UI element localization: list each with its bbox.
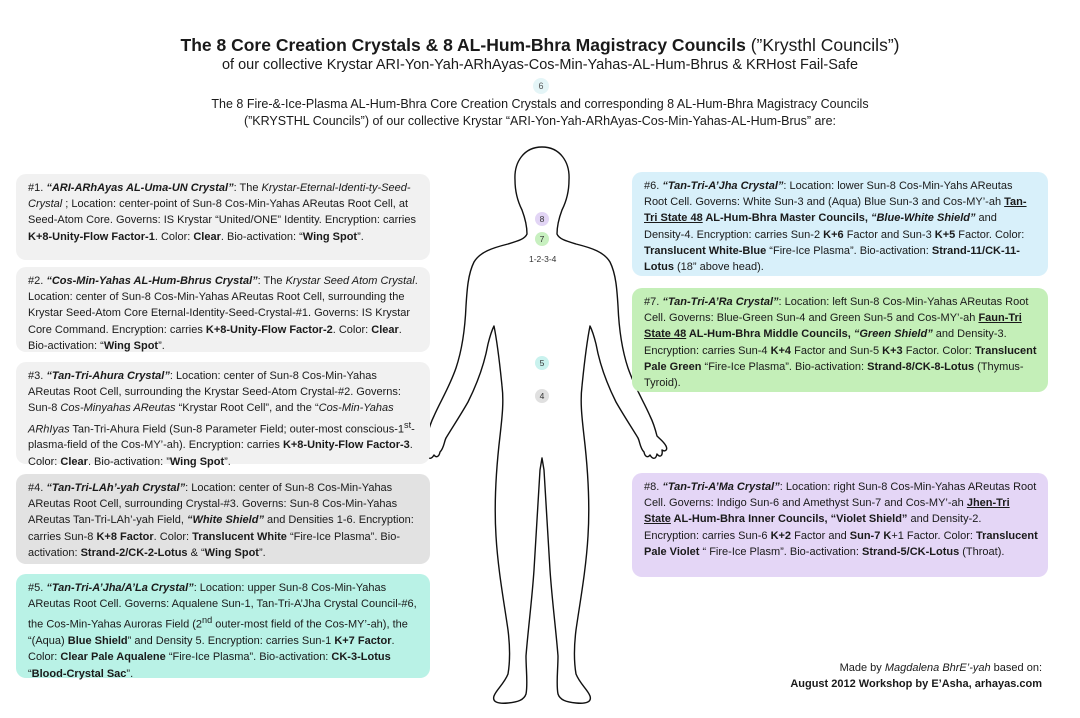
card-7-text: : Location: left Sun-8 Cos-Min-Yahas AReutas Root Cell. Governs: Blue-Green Sun-4 and Green Sun-5 and Cos-MY’-ah xyxy=(644,296,1029,325)
card-3-superscript: st xyxy=(403,419,412,430)
credit-line-1 xyxy=(790,660,1042,676)
intro-line-2: (”KRYSTHL Councils”) of our collective Krystar “ARI-Yon-Yah-ARhAyas-Cos-Min-Yahas-AL-Hum-Brus” are: xyxy=(243,114,837,128)
card-4-bold-italic: “White Shield” xyxy=(186,514,264,527)
card-8-bold: Strand-5/CK-Lotus xyxy=(862,545,960,558)
chakra-5-label: 5 xyxy=(539,358,545,368)
card-5-bold: K+7 Factor xyxy=(334,635,392,648)
intro-line-1: The 8 Fire-&-Ice-Plasma AL-Hum-Bhra Core Creation Crystals and corresponding 8 AL-Hum-Bhra Magistracy Councils xyxy=(211,97,869,111)
card-5-text: “ xyxy=(28,667,32,680)
card-6-name: “Tan-Tri-A’Jha Crystal” xyxy=(662,180,784,192)
page-title xyxy=(0,34,1080,56)
crystal-card-3 xyxy=(16,362,430,468)
card-7-bold: K+3 xyxy=(882,344,903,357)
chakra-7-label: 7 xyxy=(539,234,545,244)
card-8-text: “ Fire-Ice Plasm”. Bio-activation: xyxy=(699,545,863,558)
chakra-7-marker xyxy=(535,232,549,246)
card-5-text: ” and Density 5. Encryption: carries Sun-1 xyxy=(127,635,335,648)
card-4-text: . Color: xyxy=(153,530,193,543)
card-5-number: #5. xyxy=(28,582,47,594)
card-8-bold: K+2 xyxy=(770,529,792,542)
card-7-text: Factor. Color: xyxy=(902,344,975,357)
chakra-1234-label: 1-2-3-4 xyxy=(529,254,557,264)
credit-line-2 xyxy=(790,676,1042,692)
card-3-text: ”. xyxy=(224,455,231,468)
credit-text: Made by xyxy=(839,662,885,674)
card-6-bold-underline: Tan-Tri State 48 xyxy=(644,196,1027,225)
card-3-bold: K+8-Unity-Flow Factor-3 xyxy=(282,439,410,452)
card-7-text: Factor and Sun-5 xyxy=(791,344,883,357)
card-3-text: “Krystar Root Cell”, and the “ xyxy=(175,402,319,415)
card-6-bold: Strand-11/CK-11-Lotus xyxy=(644,244,1020,274)
card-5-superscript: nd xyxy=(202,615,213,626)
card-6-bold: K+6 xyxy=(823,228,844,241)
card-6-text: : Location: lower Sun-8 Cos-Min-Yahs AReutas Root Cell. Governs: White Sun-3 and (Aqua) Blue Sun-3 and Cos-MY’-ah xyxy=(644,180,1013,209)
card-1-text: ”. xyxy=(357,230,364,243)
card-8-number: #8. xyxy=(644,481,663,493)
card-7-text: “Fire-Ice Plasma”. Bio-activation: xyxy=(701,360,868,373)
card-5-text: ”. xyxy=(126,667,134,680)
card-3-name: “Tan-Tri-Ahura Crystal” xyxy=(46,370,170,382)
card-3-text: . Bio-activation: ” xyxy=(87,455,170,468)
card-5-text: “Fire-Ice Plasma”. Bio-activation: xyxy=(165,651,332,664)
card-3-bold: Clear xyxy=(60,455,88,468)
card-6-bold: AL-Hum-Bhra Master Councils, xyxy=(702,212,871,225)
card-8-name: “Tan-Tri-A’Ma Crystal” xyxy=(662,481,780,493)
card-6-text: (18” above head). xyxy=(673,261,764,274)
crystal-card-4 xyxy=(16,474,430,564)
crystal-card-1 xyxy=(16,174,430,260)
card-6-text: “Fire-Ice Plasma”. Bio-activation: xyxy=(766,244,932,257)
card-4-name: “Tan-Tri-LAh’-yah Crystal” xyxy=(46,482,186,494)
card-8-text: Factor and xyxy=(791,529,850,542)
chakra-5-marker xyxy=(535,356,549,370)
header xyxy=(0,34,1080,75)
page-subtitle: of our collective Krystar ARI-Yon-Yah-ARhAyas-Cos-Min-Yahas-AL-Hum-Bhrus & KRHost Fail-Safe xyxy=(221,57,859,73)
card-3-italic: Cos-Min-Yahas ARhIyas xyxy=(28,402,394,436)
card-7-bold: AL-Hum-Bhra Middle Councils, xyxy=(686,328,854,341)
title-main: The 8 Core Creation Crystals & 8 AL-Hum-Bhra Magistracy Councils xyxy=(180,35,746,55)
card-6-text: Factor. Color: xyxy=(955,228,1025,241)
card-5-text: outer-most field of the Cos-MY’-ah), the “(Aqua) xyxy=(28,619,408,648)
card-7-text: and Density-3. Encryption: carries Sun-4 xyxy=(644,328,1007,357)
crystal-card-6 xyxy=(632,172,1048,276)
card-5-text: : Location: upper Sun-8 Cos-Min-Yahas AReutas Root Cell. Governs: Aqualene Sun-1, Tan-Tri-A’Jha Crystal Council-#6, the Cos-Min-Yahas Auroras Field (2 xyxy=(28,582,417,632)
card-1-bold: K+8-Unity-Flow Factor-1 xyxy=(28,230,155,243)
card-4-bold: Strand-2/CK-2-Lotus xyxy=(80,546,188,559)
card-5-bold: Blood-Crystal Sac xyxy=(31,667,127,680)
card-3-bold: Wing Spot xyxy=(169,455,225,468)
card-8-bold: “Violet Shield” xyxy=(830,513,908,526)
card-3-text: : Location: center of Sun-8 Cos-Min-Yahas AReutas Root Cell, surrounding the Krystar Seed-Atom Crystal-#2. Governs: Sun-8 xyxy=(28,370,401,415)
card-1-number: #1. xyxy=(28,182,47,194)
card-8-text: (Throat). xyxy=(959,545,1005,558)
credit-text: based on: xyxy=(990,662,1042,674)
card-1-bold: Clear xyxy=(193,230,221,243)
card-3-text: . Color: xyxy=(28,439,413,468)
card-4-text: & “ xyxy=(187,546,205,559)
card-5-bold: Blue Shield xyxy=(67,635,128,648)
crystal-card-8 xyxy=(632,473,1048,577)
card-1-text: . Bio-activation: “ xyxy=(220,230,303,243)
page-number-badge: 6 xyxy=(533,78,549,94)
card-2-text: . Location: center of Sun-8 Cos-Min-Yahas AReutas Root Cell, surrounding the Krystar Seed-Atom Core Eternal-Identity-Seed-Crystal-#1. Governs: IS Krystar Core Command. Encryption: carries xyxy=(28,275,418,336)
card-2-text: . Bio-activation: “ xyxy=(28,323,402,352)
card-4-text: and Densities 1-6. Encryption: carries Sun-8 xyxy=(28,514,414,543)
crystal-card-2 xyxy=(16,267,430,352)
intro-text xyxy=(150,96,930,130)
card-4-text: : Location: center of Sun-8 Cos-Min-Yahas AReutas Root Cell, surrounding Crystal-#3. Governs: Sun-8 Cos-Min-Yahas AReutas Tan-Tri-LAh’-yah Field, xyxy=(28,482,398,527)
card-2-name: “Cos-Min-Yahas AL-Hum-Bhrus Crystal” xyxy=(46,275,258,287)
card-4-bold: Translucent White xyxy=(192,530,287,543)
card-8-text: : Location: right Sun-8 Cos-Min-Yahas AReutas Root Cell. Governs: Indigo Sun-6 and Amethyst Sun-7 and Cos-MY’-ah xyxy=(644,481,1037,510)
card-5-name: “Tan-Tri-A’Jha/A’La Crystal” xyxy=(46,582,194,594)
card-8-text: and Density-2. Encryption: carries Sun-6 xyxy=(644,513,982,542)
card-4-number: #4. xyxy=(28,482,47,494)
card-5-text: . Color: xyxy=(28,635,395,664)
card-8-bold: AL-Hum-Bhra Inner Councils, xyxy=(670,513,831,526)
card-5-bold: CK-3-Lotus xyxy=(331,651,391,664)
card-2-bold: K+8-Unity-Flow Factor-2 xyxy=(205,323,333,336)
chakra-8-label: 8 xyxy=(539,214,545,224)
card-3-number: #3. xyxy=(28,370,47,382)
body-outline-path xyxy=(417,147,666,703)
card-3-italic: Cos-Minyahas AReutas xyxy=(60,402,176,415)
card-8-bold: Sun-7 K xyxy=(849,529,892,542)
card-6-text: and Density-4. Encryption: carries Sun-2 xyxy=(644,212,997,241)
chakra-8-marker xyxy=(535,212,549,226)
card-6-bold-italic: “Blue-White Shield” xyxy=(870,212,976,225)
card-2-text: . Color: xyxy=(332,323,372,336)
card-1-text: . Color: xyxy=(154,230,194,243)
card-8-text: +1 Factor. Color: xyxy=(891,529,977,542)
card-1-text: : The xyxy=(233,182,262,194)
card-6-number: #6. xyxy=(644,180,663,192)
card-2-number: #2. xyxy=(28,275,47,287)
card-2-text: : The xyxy=(257,275,286,287)
credit-author: Magdalena BhrE’-yah xyxy=(884,662,991,674)
crystal-card-5 xyxy=(16,574,430,678)
card-7-bold-underline: Faun-Tri State 48 xyxy=(644,312,1022,341)
card-2-italic: Krystar Seed Atom Crystal xyxy=(285,275,415,287)
card-6-bold: Translucent White-Blue xyxy=(644,244,767,257)
card-4-text: ”. xyxy=(258,546,266,559)
card-5-bold: Clear Pale Aqualene xyxy=(60,651,166,664)
card-7-number: #7. xyxy=(644,296,663,308)
card-4-bold: K+8 Factor xyxy=(96,530,154,543)
card-1-name: “ARI-ARhAyas AL-Uma-UN Crystal” xyxy=(46,182,234,194)
card-3-text: -plasma-field of the Cos-MY’-ah). Encryption: carries xyxy=(28,423,415,452)
card-4-text: “Fire-Ice Plasma”. Bio-activation: xyxy=(28,530,400,559)
chakra-4-label: 4 xyxy=(539,391,545,401)
card-2-text: ”. xyxy=(158,339,165,352)
card-7-bold: K+4 xyxy=(770,344,792,357)
card-7-bold: Strand-8/CK-8-Lotus xyxy=(867,360,975,373)
card-3-text: Tan-Tri-Ahura Field (Sun-8 Parameter Field; outer-most conscious-1 xyxy=(69,423,404,436)
card-2-bold: Clear xyxy=(371,323,399,336)
crystal-card-7 xyxy=(632,288,1048,392)
credit-source: August 2012 Workshop by E’Asha, arhayas.com xyxy=(790,678,1042,690)
credit xyxy=(790,660,1042,692)
card-7-bold-italic: “Green Shield” xyxy=(853,328,933,341)
card-1-bold: Wing Spot xyxy=(302,230,358,243)
card-1-italic: Krystar-Eternal-Identi-ty-Seed-Crystal xyxy=(28,182,411,211)
card-4-bold: Wing Spot xyxy=(204,546,259,559)
card-7-bold: Translucent Pale Green xyxy=(644,344,1037,373)
card-8-bold-underline: Jhen-Tri State xyxy=(644,497,1010,526)
card-2-bold: Wing Spot xyxy=(103,339,159,352)
card-8-bold: Translucent Pale Violet xyxy=(644,529,1038,558)
card-7-text: (Thymus-Tyroid). xyxy=(644,360,1024,390)
card-7-name: “Tan-Tri-A’Ra Crystal” xyxy=(662,296,779,308)
card-6-text: Factor and Sun-3 xyxy=(843,228,935,241)
chakra-4-marker xyxy=(535,389,549,403)
card-1-text: ; Location: center-point of Sun-8 Cos-Min-Yahas AReutas Root Cell, at Seed-Atom Core. Governs: IS Krystar “United/ONE” Identity. Encryption: carries xyxy=(28,198,416,227)
card-6-bold: K+5 xyxy=(934,228,956,241)
title-paren: (”Krysthl Councils”) xyxy=(745,35,900,55)
